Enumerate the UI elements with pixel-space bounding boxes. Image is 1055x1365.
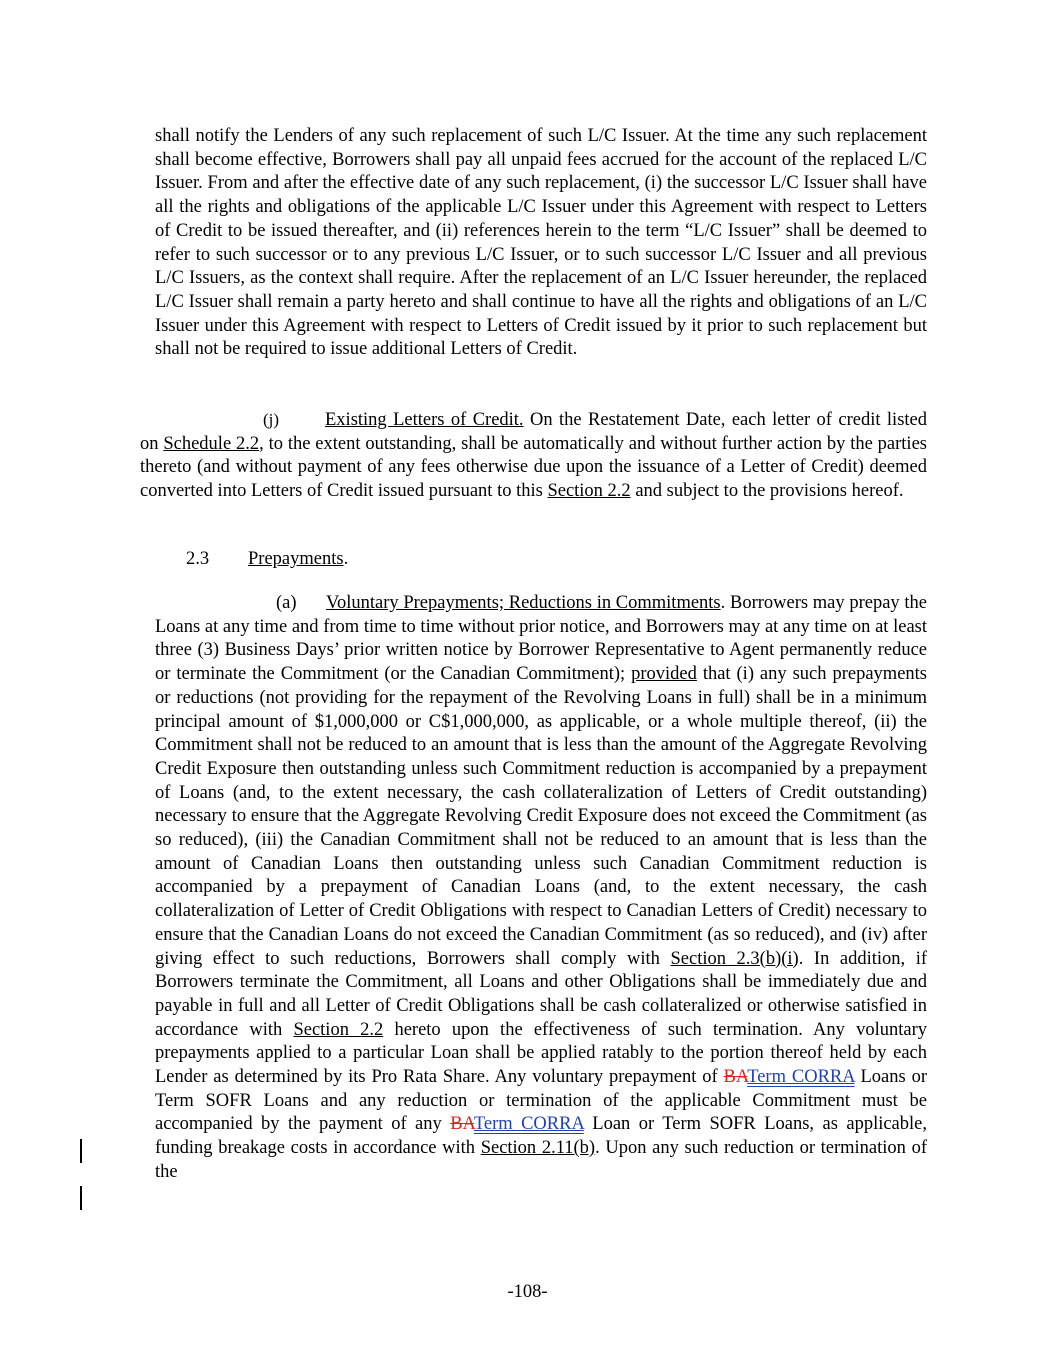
clause-heading-existing-letters: Existing Letters of Credit.: [325, 410, 524, 430]
section-reference: Section 2.2: [547, 481, 631, 502]
clause-heading-voluntary-prepayments: Voluntary Prepayments; Reductions in Commitments: [326, 593, 721, 613]
voluntary-prepayments-paragraph: [155, 592, 927, 1185]
change-bar: [80, 1186, 82, 1210]
provided-term: provided: [631, 664, 697, 685]
section-number: 2.3: [186, 549, 210, 569]
section-reference: Section 2.2: [293, 1019, 384, 1040]
clause-text: and subject to the provisions hereof.: [630, 481, 904, 502]
page-number: -108-: [507, 1282, 548, 1302]
clause-text: . Borrowers may prepay the Loans at any time and from time to time without prior notice, and Borrowers may at any time on at least three (3) Business Days’ prior written notice by Borrower Representative to Agent permanently reduce or terminate the Commitment (or the Canadian Commitment);: [155, 593, 927, 685]
section-title: Prepayments: [248, 549, 344, 569]
deleted-text: BA: [450, 1114, 474, 1135]
clause-text: . Upon any such reduction or termination of the: [155, 1138, 927, 1182]
section-heading-2-3: [186, 548, 348, 572]
section-reference: Section 2.11(b): [480, 1138, 596, 1159]
clause-text: On the Restatement Date, each letter of credit listed on: [140, 410, 927, 454]
deleted-text: BA: [723, 1067, 748, 1088]
clause-text: Loan or Term SOFR Loans, as applicable, funding breakage costs in accordance with: [155, 1114, 927, 1159]
inserted-text: Term CORRA: [473, 1114, 584, 1135]
clause-text: that (i) any such prepayments or reductions (not providing for the repayment of the Revolving Loans in full) shall be in a minimum principal amount of $1,000,000 or C$1,000,000, as applicable, or a whole multiple thereof, (ii) the Commitment shall not be reduced to an amount that is less than the amount of the Aggregate Revolving Credit Exposure then outstanding unless such Commitment reduction is accompanied by a prepayment of Loans (and, to the extent necessary, the cash collateralization of Letters of Credit outstanding) necessary to ensure that the Aggregate Revolving Credit Exposure does not exceed the Commitment (as so reduced), (iii) the Canadian Commitment shall not be reduced to an amount that is less than the amount of Canadian Loans then outstanding unless such Canadian Commitment reduction is accompanied by a prepayment of Canadian Loans (and, to the extent necessary, the cash collateralization of Letter of Credit Obligations with respect to Canadian Letters of Credit) necessary to ensure that the Canadian Loans do not exceed the Canadian Commitment (as so reduced), and (iv) after giving effect to such reductions, Borrowers shall comply with: [155, 664, 927, 969]
clause-label-j: (j): [263, 410, 280, 429]
clause-text: . In addition, if Borrowers terminate the Commitment, all Loans and other Obligations shall be immediately due and payable in full and all Letter of Credit Obligations shall be cash collateralized or otherwise satisfied in accordance with: [155, 948, 927, 1040]
change-bar: [80, 1139, 82, 1163]
section-reference: Section 2.3(b)(i): [670, 948, 799, 969]
clause-label-a: (a): [276, 593, 297, 613]
clause-text: Loans or Term SOFR Loans and any reduction or termination of the applicable Commitment must be accompanied by the payment of any: [155, 1067, 928, 1135]
clause-text: hereto upon the effectiveness of such termination. Any voluntary prepayments applied to a particular Loan shall be applied ratably to the portion thereof held by each Lender as determined by its Pro Rata Share. Any voluntary prepayment of: [155, 1019, 927, 1088]
schedule-reference: Schedule 2.2: [163, 433, 260, 454]
existing-letters-of-credit-paragraph: [140, 408, 927, 504]
inserted-text: Term CORRA: [747, 1067, 855, 1088]
lc-issuer-replacement-paragraph: shall notify the Lenders of any such replacement of such L/C Issuer. At the time any such replacement shall become effective, Borrowers shall pay all unpaid fees accrued for the account of the replaced L/C Issuer. From and after the effective date of any such replacement, (i) the successor L/C Issuer shall have all the rights and obligations of the applicable L/C Issuer under this Agreement with respect to Letters of Credit to be issued thereafter, and (ii) references herein to the term “L/C Issuer” shall be deemed to refer to such successor or to any previous L/C Issuer, or to such successor L/C Issuer and all previous L/C Issuers, as the context shall require. After the replacement of an L/C Issuer hereunder, the replaced L/C Issuer shall remain a party hereto and shall continue to have all the rights and obligations of an L/C Issuer under this Agreement with respect to Letters of Credit issued by it prior to such replacement but shall not be required to issue additional Letters of Credit.: [155, 126, 927, 360]
section-title-period: .: [343, 549, 349, 569]
clause-text: , to the extent outstanding, shall be automatically and without further action by the parties thereto (and without payment of any fees otherwise due upon the issuance of a Letter of Credit) deemed converted into Letters of Credit issued pursuant to this: [140, 433, 927, 502]
